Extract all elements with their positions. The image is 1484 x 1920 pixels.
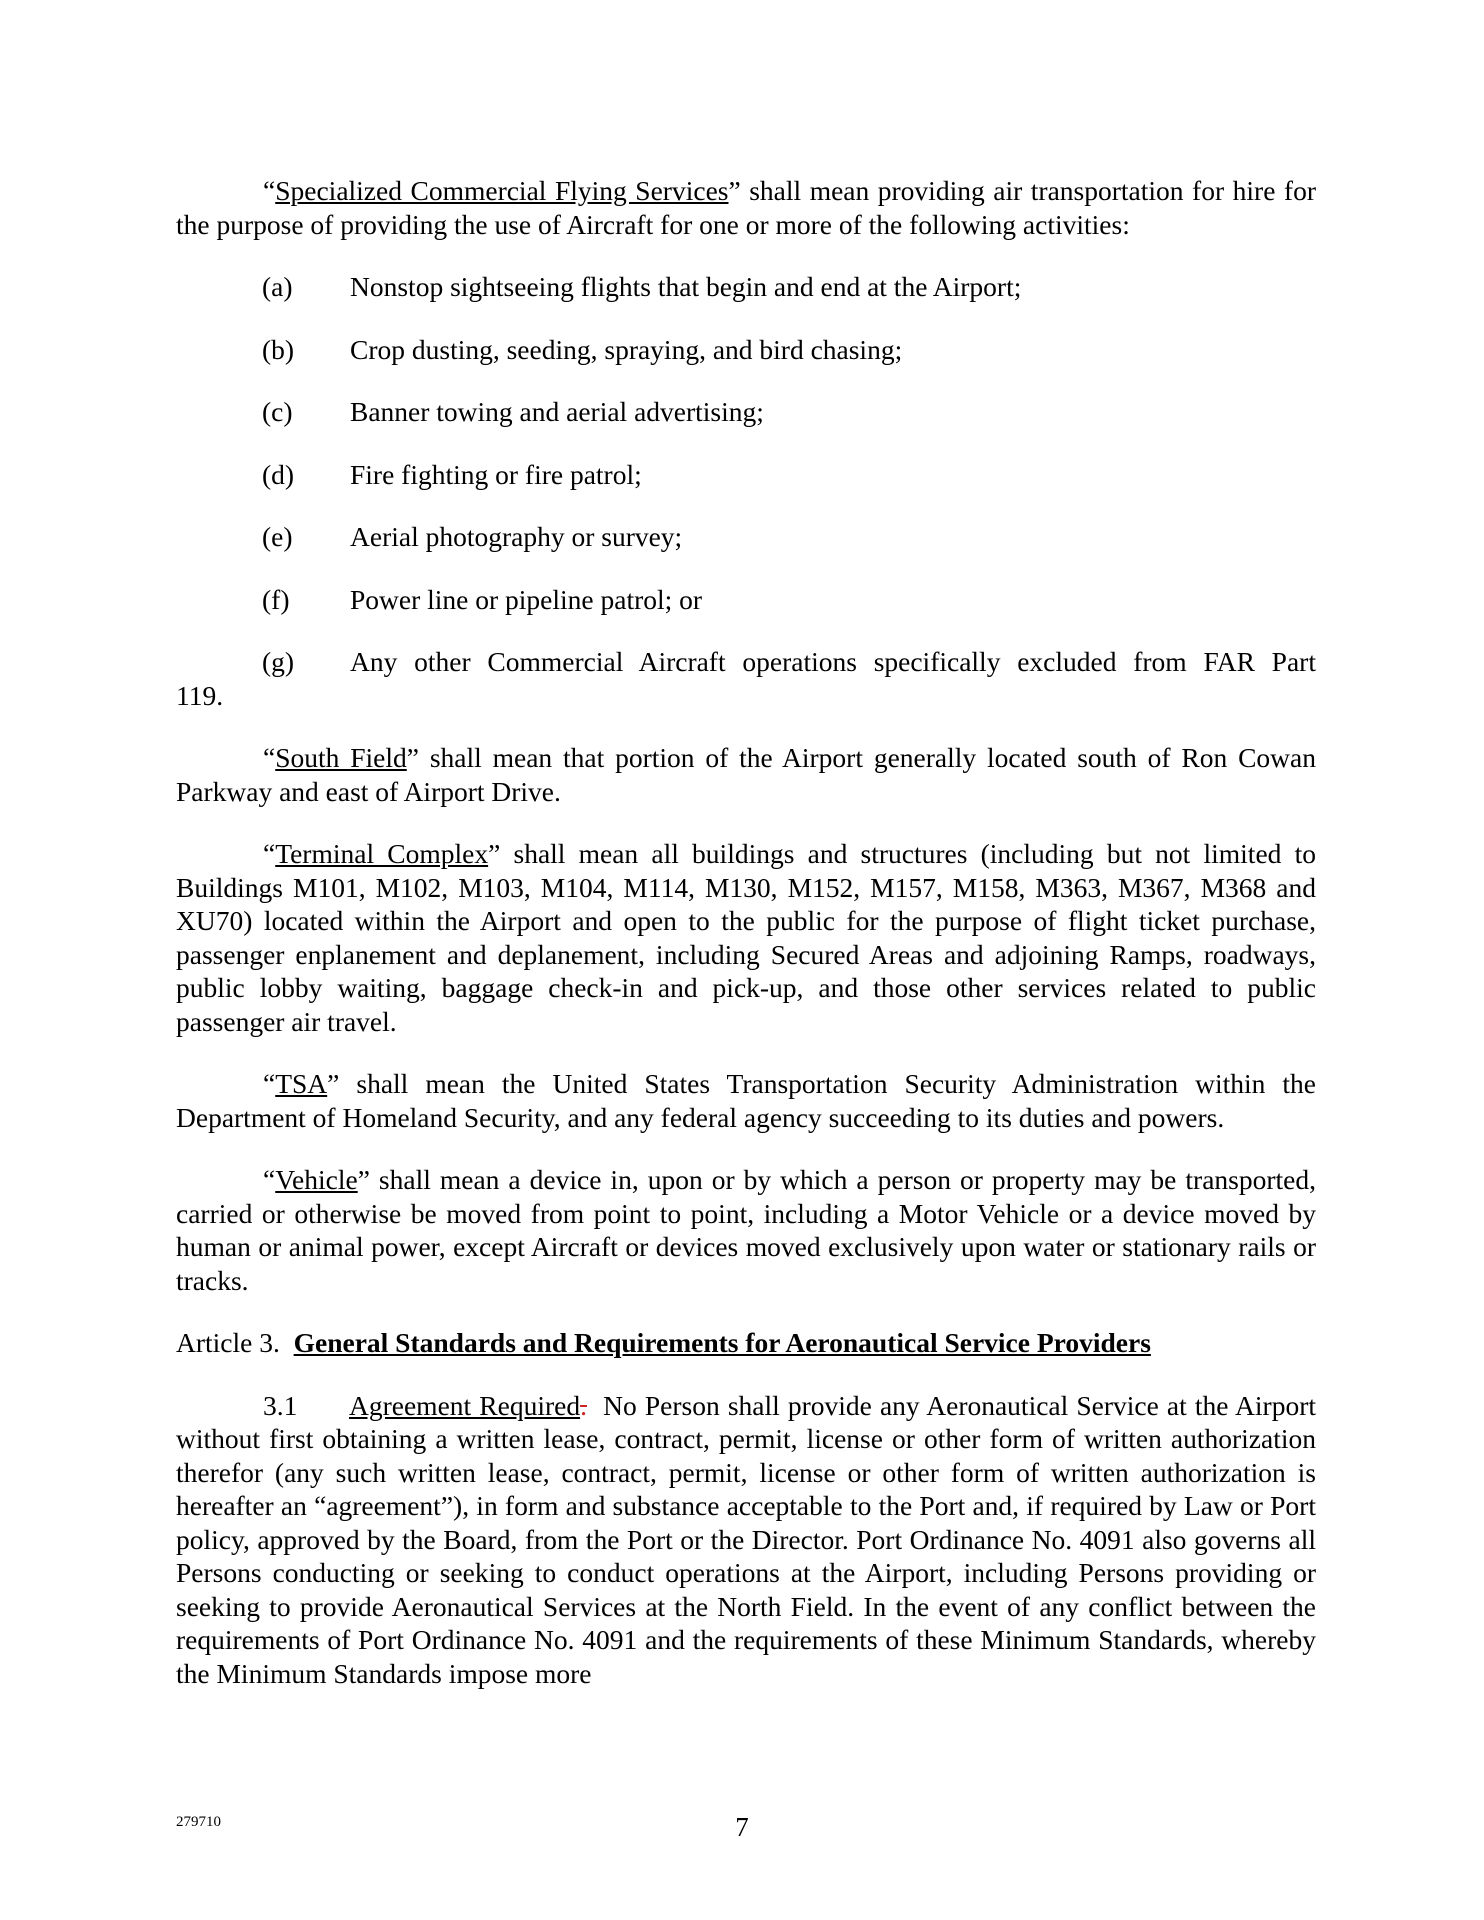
list-item (176, 395, 1316, 429)
article-title: General Standards and Requirements for Aeronautical Service Providers (293, 1327, 1151, 1358)
list-item-text: Fire fighting or fire patrol; (350, 458, 642, 490)
page-body (176, 174, 1316, 1690)
definition-south-field (176, 741, 1316, 808)
article-label: Article 3. (176, 1327, 280, 1358)
list-item (176, 333, 1316, 367)
list-item-text: Crop dusting, seeding, spraying, and bird chasing; (350, 333, 903, 365)
quote-open: “ (263, 1068, 276, 1099)
list-item-label: (e) (262, 521, 293, 552)
document-id: 279710 (176, 1814, 221, 1830)
list-item (176, 645, 1316, 712)
definition-text: ” shall mean providing air transportation for hire for the purpose of providing the use of Aircraft for one or more of the following activities: (176, 175, 1316, 240)
struck-period: . (580, 1389, 587, 1421)
list-item-text: Aerial photography or survey; (350, 521, 683, 552)
list-item-label: (g) (262, 646, 295, 677)
definition-specialized-commercial-flying-services (176, 174, 1316, 241)
list-item-text: Nonstop sightseeing flights that begin and end at the Airport; (350, 271, 1022, 302)
quote-open: “ (263, 838, 276, 869)
section-body: No Person shall provide any Aeronautical Service at the Airport without first obtaining a written lease, contract, permit, license or other form of written authorization therefor (any such written lease, contract, permit, license or other form of written authorization is hereafter an “agreement”), in form and substance acceptable to the Port and, if required by Law or Port policy, approved by the Board, from the Port or the Director. Port Ordinance No. 4091 also governs all Persons conducting or seeking to conduct operations at the Airport, including Persons providing or seeking to provide Aeronautical Services at the North Field. In the event of any conflict between the requirements of Port Ordinance No. 4091 and the requirements of these Minimum Standards, whereby the Minimum Standards impose more (176, 1389, 1317, 1689)
quote-open: “ (263, 1164, 276, 1195)
definition-tsa (176, 1067, 1316, 1134)
list-item-label: (b) (262, 333, 295, 365)
definition-text: ” shall mean all buildings and structures (including but not limited to Buildings M101, M102, M103, M104, M114, M130, M152, M157, M158, M363, M367, M368 and XU70) located within the Airport and open to the public for the purpose of flight ticket purchase, passenger enplanement and deplanement, including Secured Areas and adjoining Ramps, roadways, public lobby waiting, baggage check-in and pick-up, and those other services related to public passenger air travel. (176, 838, 1316, 1037)
list-item (176, 520, 1316, 554)
section-number: 3.1 (263, 1389, 298, 1421)
list-item-text: Any other Commercial Aircraft operations specifically excluded from FAR Part (350, 646, 1316, 677)
list-item (176, 458, 1316, 492)
defined-term: South Field (275, 742, 407, 773)
list-item-text: Power line or pipeline patrol; or (350, 583, 703, 615)
quote-open: “ (263, 175, 276, 206)
list-item (176, 270, 1316, 304)
defined-term: Vehicle (275, 1164, 358, 1195)
definition-text: ” shall mean a device in, upon or by which a person or property may be transported, carried or otherwise be moved from point to point, including a Motor Vehicle or a device moved by human or animal power, except Aircraft or devices moved exclusively upon water or stationary rails or tracks. (176, 1164, 1316, 1296)
list-item-label: (a) (262, 271, 293, 302)
definition-text: ” shall mean the United States Transportation Security Administration within the Department of Homeland Security, and any federal agency succeeding to its duties and powers. (176, 1068, 1316, 1133)
defined-term: Terminal Complex (275, 838, 489, 869)
defined-term: Specialized Commercial Flying Services (275, 175, 729, 206)
definition-text: ” shall mean that portion of the Airport generally located south of Ron Cowan Parkway and east of Airport Drive. (176, 742, 1316, 807)
list-item-text: Banner towing and aerial advertising; (350, 396, 764, 427)
list-item-label: (d) (262, 458, 295, 490)
definition-terminal-complex (176, 837, 1316, 1038)
list-item-label: (c) (262, 396, 293, 427)
list-item-continuation: 119. (176, 679, 224, 711)
section-3-1 (176, 1389, 1316, 1691)
section-heading: Agreement Required (349, 1389, 581, 1421)
quote-open: “ (263, 742, 276, 773)
list-item (176, 583, 1316, 617)
list-item-label: (f) (262, 583, 290, 615)
article-heading (176, 1326, 1316, 1360)
defined-term: TSA (275, 1068, 328, 1099)
page-number: 7 (735, 1812, 749, 1842)
definition-vehicle (176, 1163, 1316, 1297)
